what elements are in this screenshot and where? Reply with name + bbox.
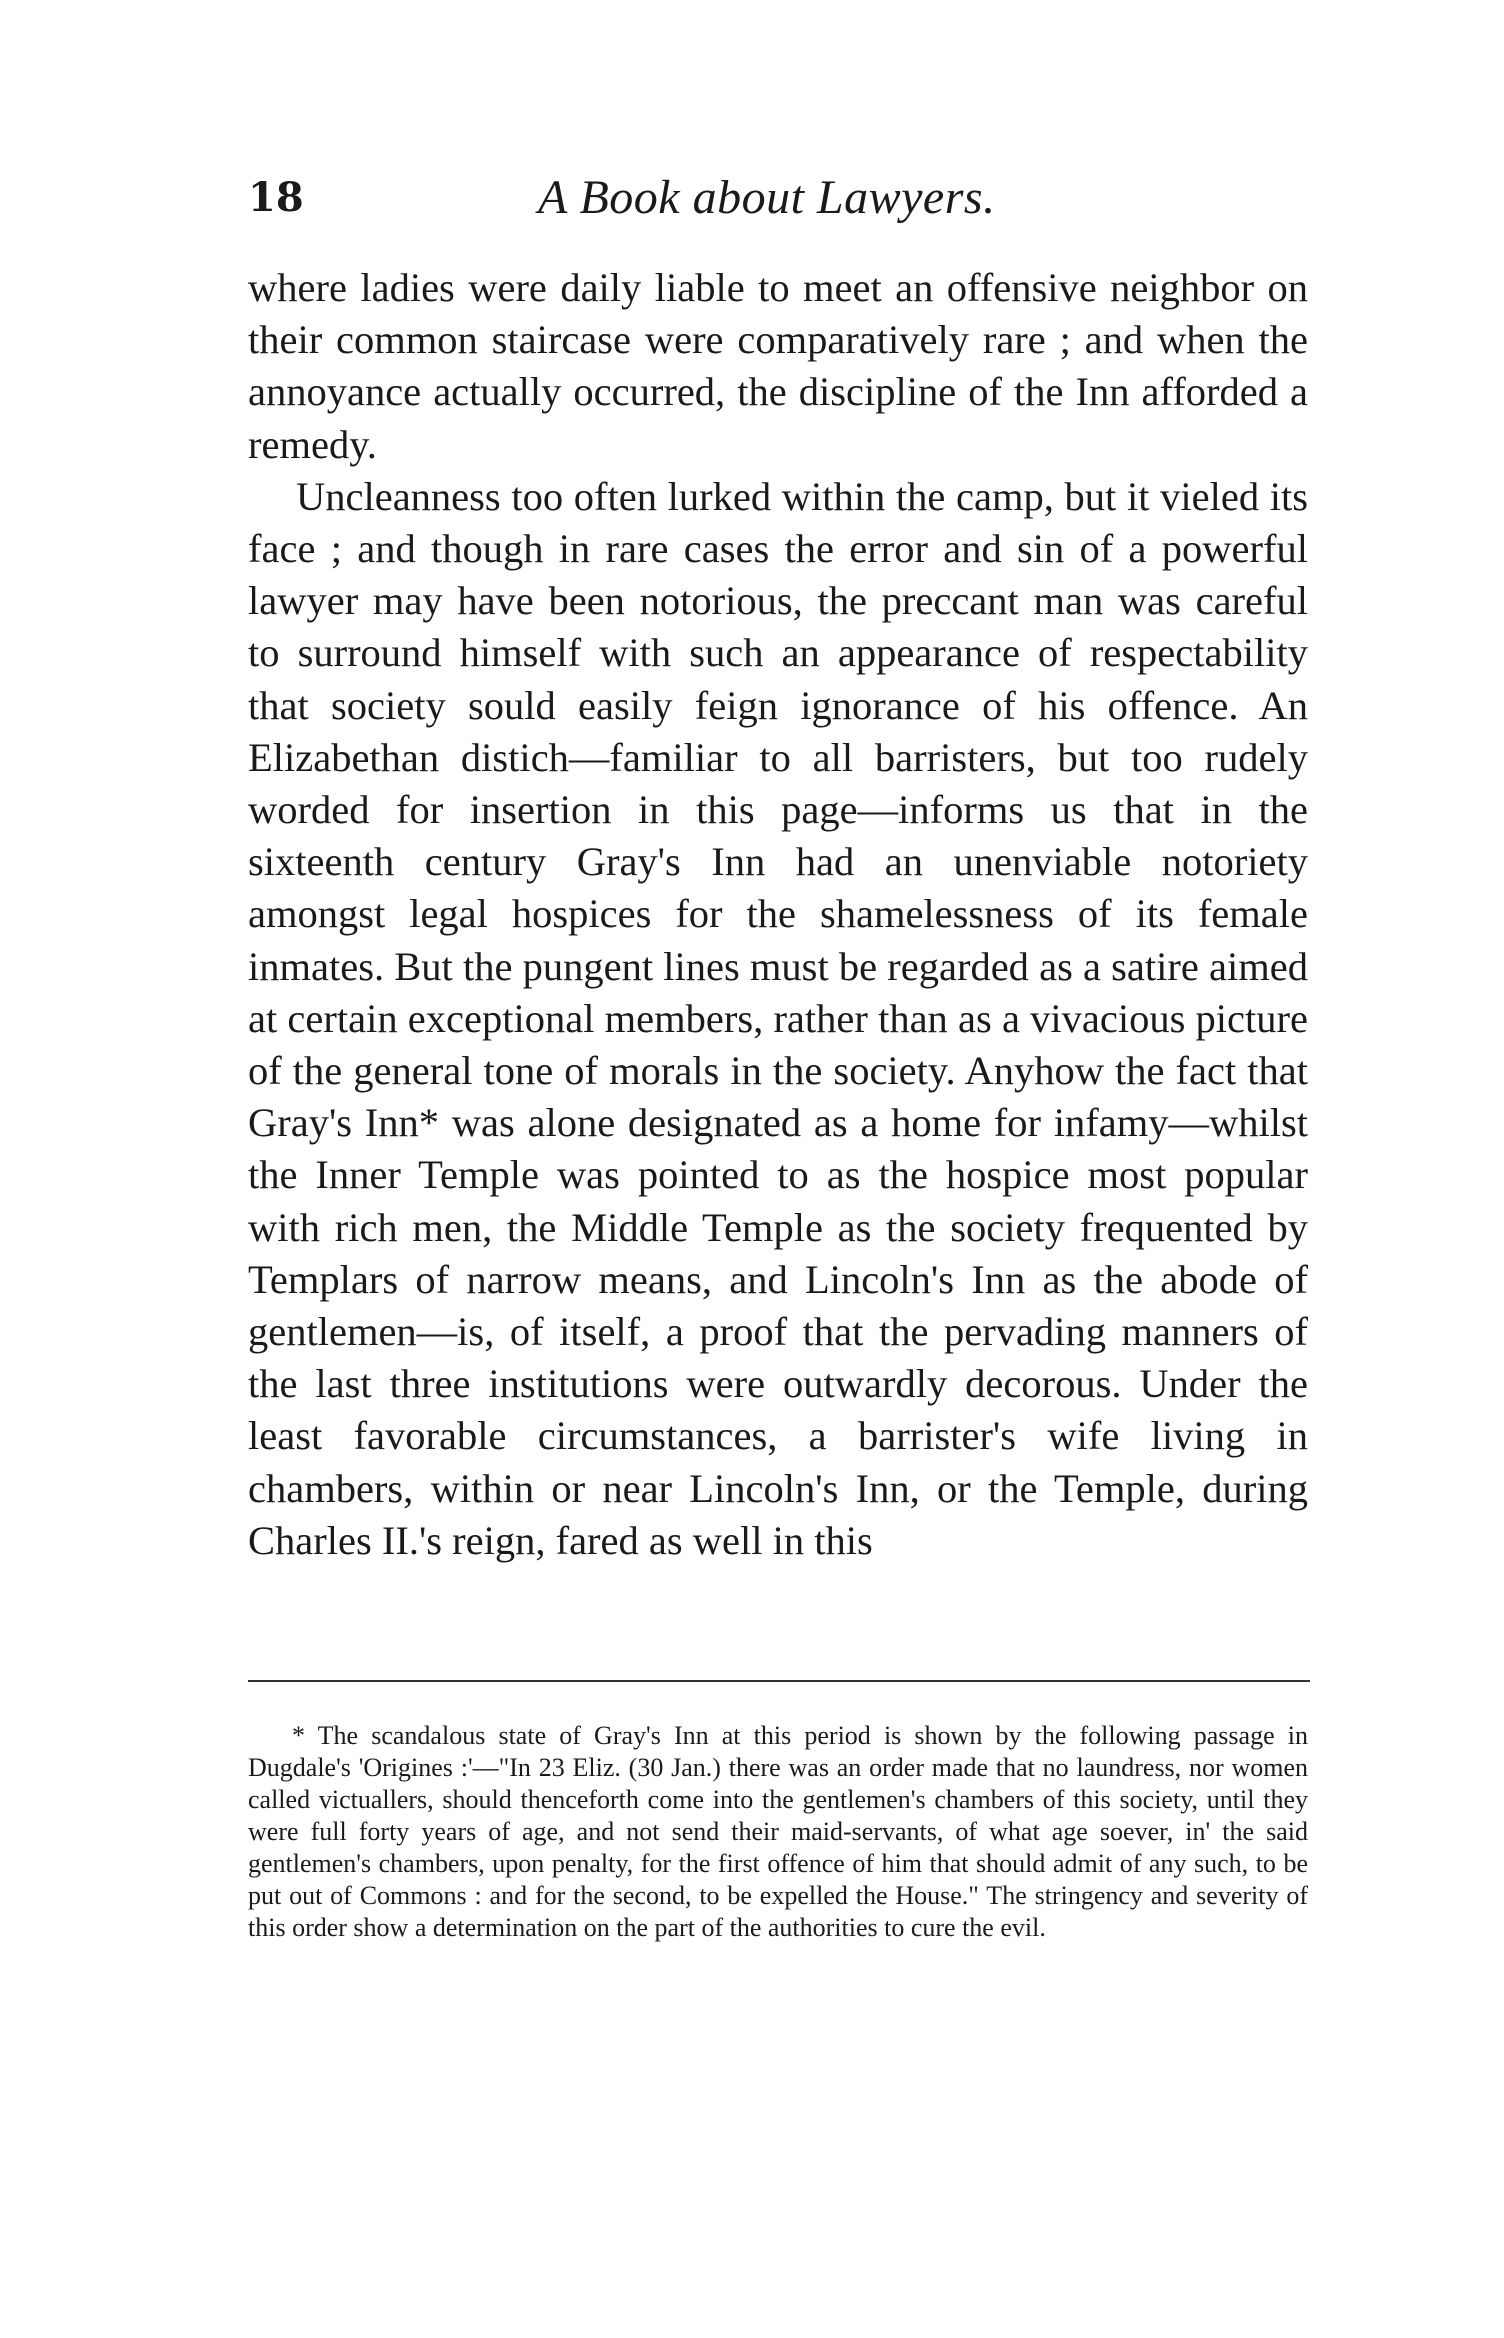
footnote-divider bbox=[248, 1680, 1310, 1682]
paragraph-2: Uncleanness too often lurked within the camp, but it vieled its face ; and though in rare cases the error and sin of a powerful lawyer may have been notorious, the preccant man was careful to surround himself with such an appearance of respectability that society sould easily feign ignorance of his offence. An Elizabethan distich—familiar to all barristers, but too rudely worded for insertion in this page—informs us that in the sixteenth century Gray's Inn had an unenviable notoriety amongst legal hospices for the shamelessness of its female inmates. But the pungent lines must be regarded as a satire aimed at certain exceptional members, rather than as a vivacious picture of the general tone of morals in the society. Anyhow the fact that Gray's Inn* was alone designated as a home for infamy—whilst the Inner Temple was pointed to as the hospice most popular with rich men, the Middle Temple as the society frequented by Templars of narrow means, and Lincoln's Inn as the abode of gentlemen—is, of itself, a proof that the pervading manners of the last three institutions were outwardly decorous. Under the least favorable circumstances, a barrister's wife living in chambers, within or near Lincoln's Inn, or the Temple, during Charles II.'s reign, fared as well in this bbox=[248, 473, 1308, 1563]
footnote: * The scandalous state of Gray's Inn at this period is shown by the following passage in Dugdale's 'Origines :'—"In 23 Eliz. (30 Jan.) there was an order made that no laundress, nor women called victuallers, should thenceforth come into the gentlemen's chambers of this society, until they were full forty years of age, and not send their maid-servants, of what age soever, in' the said gentlemen's chambers, upon penalty, for the first offence of him that should admit of any such, to be put out of Commons : and for the second, to be expelled the House." The stringency and severity of this order show a determination on the part of the authorities to cure the evil. bbox=[248, 1721, 1308, 1942]
running-title: A Book about Lawyers. bbox=[538, 171, 996, 224]
page-header bbox=[248, 168, 1308, 238]
paragraph-1: where ladies were daily liable to meet an offensive neighbor on their common staircase were comparatively rare ; and when the annoyance actually occurred, the discipline of the Inn afforded a remedy. bbox=[248, 265, 1308, 467]
main-text bbox=[248, 262, 1308, 1567]
page-number: 18 bbox=[248, 174, 304, 221]
